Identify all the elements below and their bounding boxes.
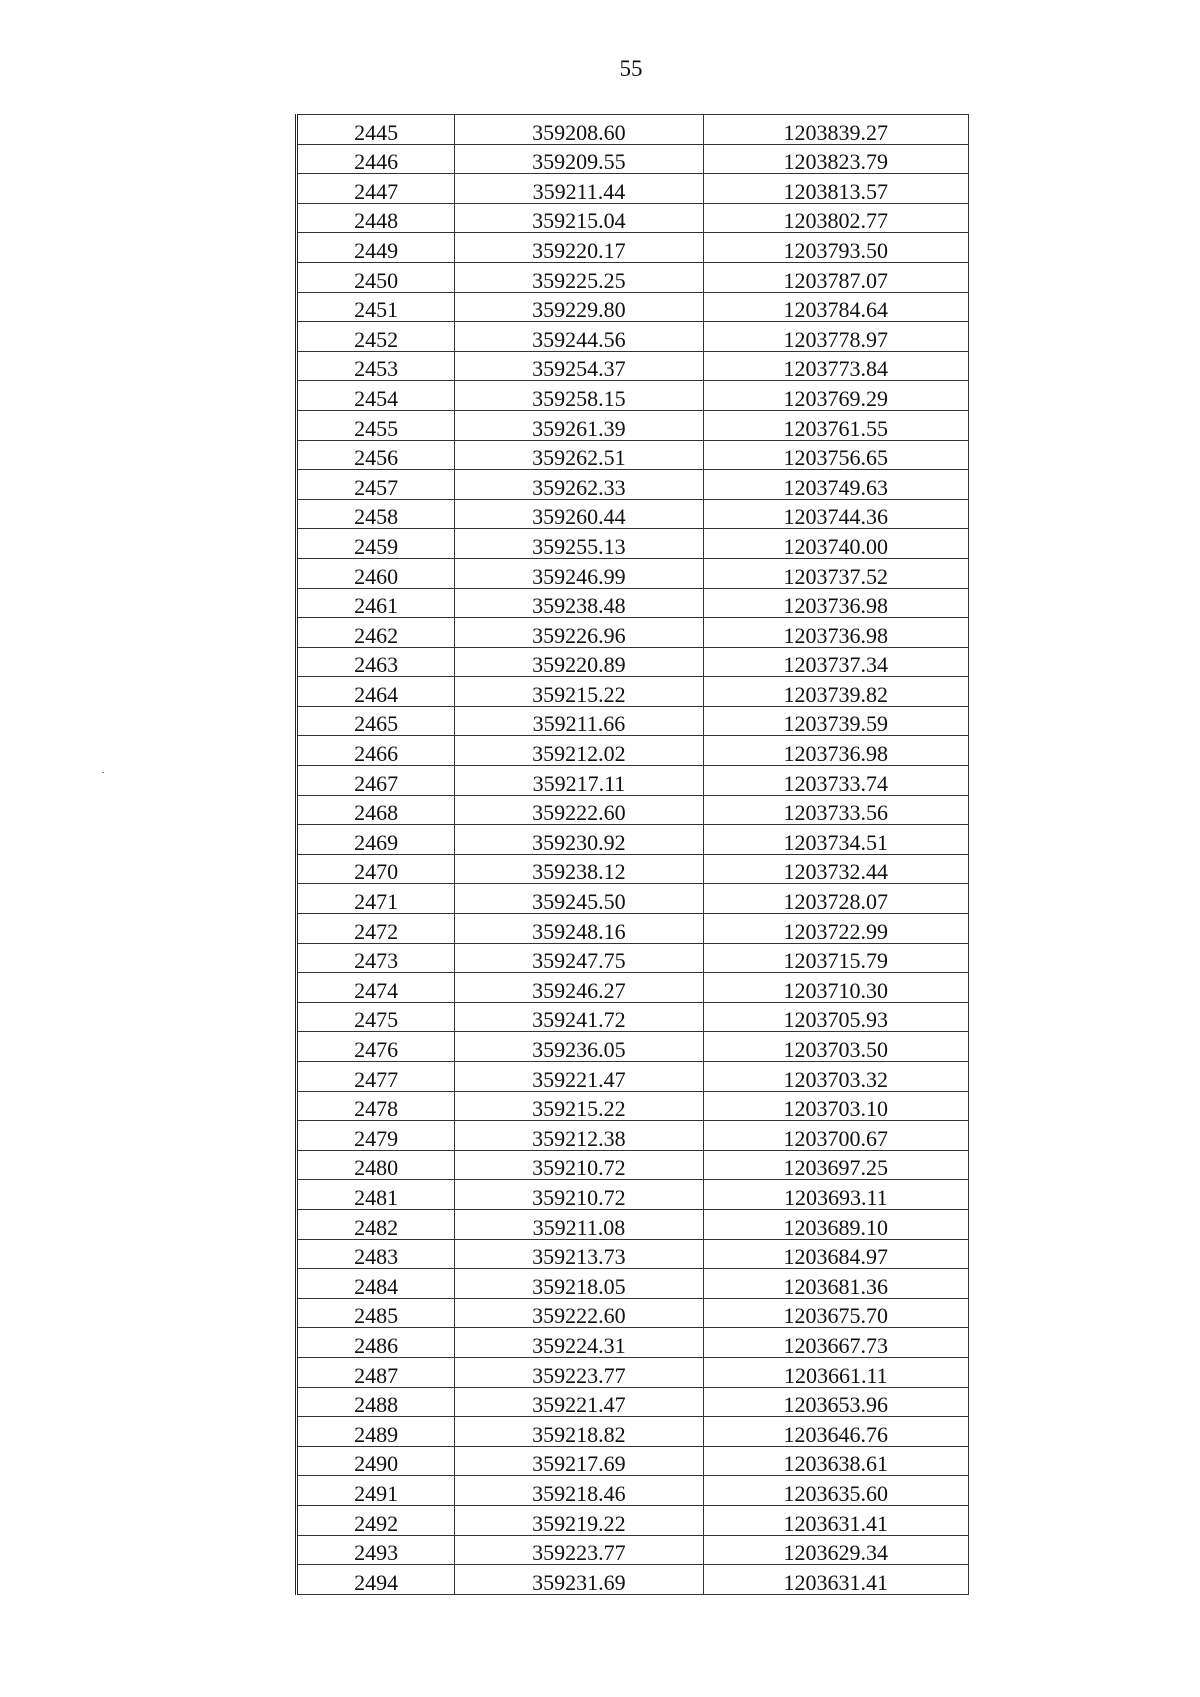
table-row	[297, 1505, 969, 1535]
y-coordinate-cell: 1203793.50	[703, 233, 968, 263]
table-row	[297, 1062, 969, 1092]
table-row	[297, 1417, 969, 1447]
point-number-cell: 2491	[297, 1476, 455, 1506]
point-number-cell: 2483	[297, 1239, 455, 1269]
table-row	[297, 943, 969, 973]
y-coordinate-cell: 1203823.79	[703, 144, 968, 174]
y-coordinate-cell: 1203773.84	[703, 351, 968, 381]
x-coordinate-cell: 359210.72	[455, 1180, 703, 1210]
y-coordinate-cell: 1203739.82	[703, 677, 968, 707]
x-coordinate-cell: 359226.96	[455, 618, 703, 648]
point-number-cell: 2470	[297, 854, 455, 884]
table-row	[297, 854, 969, 884]
point-number-cell: 2455	[297, 410, 455, 440]
y-coordinate-cell: 1203736.98	[703, 736, 968, 766]
table-row	[297, 1328, 969, 1358]
y-coordinate-cell: 1203653.96	[703, 1387, 968, 1417]
x-coordinate-cell: 359245.50	[455, 884, 703, 914]
y-coordinate-cell: 1203787.07	[703, 262, 968, 292]
point-number-cell: 2490	[297, 1446, 455, 1476]
x-coordinate-cell: 359217.11	[455, 766, 703, 796]
point-number-cell: 2474	[297, 973, 455, 1003]
x-coordinate-cell: 359225.25	[455, 262, 703, 292]
table-row	[297, 884, 969, 914]
x-coordinate-cell: 359210.72	[455, 1150, 703, 1180]
point-number-cell: 2450	[297, 262, 455, 292]
table-row	[297, 499, 969, 529]
y-coordinate-cell: 1203740.00	[703, 529, 968, 559]
point-number-cell: 2462	[297, 618, 455, 648]
x-coordinate-cell: 359218.82	[455, 1417, 703, 1447]
x-coordinate-cell: 359229.80	[455, 292, 703, 322]
table-row	[297, 292, 969, 322]
table-row	[297, 115, 969, 145]
x-coordinate-cell: 359221.47	[455, 1062, 703, 1092]
y-coordinate-cell: 1203715.79	[703, 943, 968, 973]
y-coordinate-cell: 1203736.98	[703, 618, 968, 648]
point-number-cell: 2445	[297, 115, 455, 145]
y-coordinate-cell: 1203744.36	[703, 499, 968, 529]
point-number-cell: 2460	[297, 558, 455, 588]
point-number-cell: 2473	[297, 943, 455, 973]
point-number-cell: 2485	[297, 1298, 455, 1328]
point-number-cell: 2448	[297, 203, 455, 233]
point-number-cell: 2468	[297, 795, 455, 825]
point-number-cell: 2464	[297, 677, 455, 707]
point-number-cell: 2475	[297, 1002, 455, 1032]
x-coordinate-cell: 359262.51	[455, 440, 703, 470]
point-number-cell: 2459	[297, 529, 455, 559]
y-coordinate-cell: 1203693.11	[703, 1180, 968, 1210]
point-number-cell: 2458	[297, 499, 455, 529]
x-coordinate-cell: 359262.33	[455, 470, 703, 500]
table-row	[297, 1446, 969, 1476]
x-coordinate-cell: 359258.15	[455, 381, 703, 411]
coordinate-table	[295, 114, 969, 1595]
y-coordinate-cell: 1203631.41	[703, 1565, 968, 1595]
table-row	[297, 588, 969, 618]
y-coordinate-cell: 1203703.10	[703, 1091, 968, 1121]
table-row	[297, 1091, 969, 1121]
y-coordinate-cell: 1203675.70	[703, 1298, 968, 1328]
point-number-cell: 2493	[297, 1535, 455, 1565]
y-coordinate-cell: 1203736.98	[703, 588, 968, 618]
table-row	[297, 203, 969, 233]
table-row	[297, 351, 969, 381]
y-coordinate-cell: 1203635.60	[703, 1476, 968, 1506]
x-coordinate-cell: 359248.16	[455, 914, 703, 944]
point-number-cell: 2476	[297, 1032, 455, 1062]
y-coordinate-cell: 1203733.74	[703, 766, 968, 796]
table-row	[297, 795, 969, 825]
x-coordinate-cell: 359230.92	[455, 825, 703, 855]
point-number-cell: 2481	[297, 1180, 455, 1210]
y-coordinate-cell: 1203839.27	[703, 115, 968, 145]
table-row	[297, 144, 969, 174]
y-coordinate-cell: 1203722.99	[703, 914, 968, 944]
x-coordinate-cell: 359220.89	[455, 647, 703, 677]
x-coordinate-cell: 359222.60	[455, 1298, 703, 1328]
x-coordinate-cell: 359246.27	[455, 973, 703, 1003]
point-number-cell: 2457	[297, 470, 455, 500]
y-coordinate-cell: 1203705.93	[703, 1002, 968, 1032]
x-coordinate-cell: 359211.08	[455, 1209, 703, 1239]
table-row	[297, 736, 969, 766]
point-number-cell: 2449	[297, 233, 455, 263]
y-coordinate-cell: 1203802.77	[703, 203, 968, 233]
table-row	[297, 973, 969, 1003]
point-number-cell: 2469	[297, 825, 455, 855]
point-number-cell: 2479	[297, 1121, 455, 1151]
table-row	[297, 647, 969, 677]
coordinate-table-body	[297, 115, 969, 1595]
point-number-cell: 2486	[297, 1328, 455, 1358]
point-number-cell: 2492	[297, 1505, 455, 1535]
y-coordinate-cell: 1203646.76	[703, 1417, 968, 1447]
y-coordinate-cell: 1203737.34	[703, 647, 968, 677]
point-number-cell: 2454	[297, 381, 455, 411]
x-coordinate-cell: 359241.72	[455, 1002, 703, 1032]
point-number-cell: 2463	[297, 647, 455, 677]
y-coordinate-cell: 1203749.63	[703, 470, 968, 500]
table-row	[297, 233, 969, 263]
point-number-cell: 2478	[297, 1091, 455, 1121]
table-row	[297, 1357, 969, 1387]
point-number-cell: 2489	[297, 1417, 455, 1447]
y-coordinate-cell: 1203813.57	[703, 174, 968, 204]
y-coordinate-cell: 1203778.97	[703, 322, 968, 352]
x-coordinate-cell: 359208.60	[455, 115, 703, 145]
x-coordinate-cell: 359222.60	[455, 795, 703, 825]
table-row	[297, 410, 969, 440]
x-coordinate-cell: 359246.99	[455, 558, 703, 588]
y-coordinate-cell: 1203703.32	[703, 1062, 968, 1092]
x-coordinate-cell: 359223.77	[455, 1357, 703, 1387]
point-number-cell: 2477	[297, 1062, 455, 1092]
point-number-cell: 2472	[297, 914, 455, 944]
point-number-cell: 2453	[297, 351, 455, 381]
x-coordinate-cell: 359231.69	[455, 1565, 703, 1595]
x-coordinate-cell: 359261.39	[455, 410, 703, 440]
table-row	[297, 1239, 969, 1269]
table-row	[297, 1535, 969, 1565]
table-row	[297, 322, 969, 352]
x-coordinate-cell: 359212.38	[455, 1121, 703, 1151]
x-coordinate-cell: 359211.44	[455, 174, 703, 204]
table-row	[297, 706, 969, 736]
y-coordinate-cell: 1203667.73	[703, 1328, 968, 1358]
point-number-cell: 2488	[297, 1387, 455, 1417]
table-row	[297, 558, 969, 588]
x-coordinate-cell: 359224.31	[455, 1328, 703, 1358]
y-coordinate-cell: 1203681.36	[703, 1269, 968, 1299]
table-row	[297, 381, 969, 411]
point-number-cell: 2465	[297, 706, 455, 736]
x-coordinate-cell: 359260.44	[455, 499, 703, 529]
x-coordinate-cell: 359218.05	[455, 1269, 703, 1299]
table-row	[297, 1387, 969, 1417]
x-coordinate-cell: 359212.02	[455, 736, 703, 766]
table-row	[297, 1209, 969, 1239]
x-coordinate-cell: 359215.04	[455, 203, 703, 233]
x-coordinate-cell: 359221.47	[455, 1387, 703, 1417]
point-number-cell: 2461	[297, 588, 455, 618]
page-number: 55	[619, 56, 643, 81]
y-coordinate-cell: 1203728.07	[703, 884, 968, 914]
point-number-cell: 2456	[297, 440, 455, 470]
point-number-cell: 2451	[297, 292, 455, 322]
x-coordinate-cell: 359255.13	[455, 529, 703, 559]
point-number-cell: 2494	[297, 1565, 455, 1595]
table-row	[297, 766, 969, 796]
y-coordinate-cell: 1203739.59	[703, 706, 968, 736]
table-row	[297, 1002, 969, 1032]
table-row	[297, 1180, 969, 1210]
x-coordinate-cell: 359215.22	[455, 677, 703, 707]
table-row	[297, 262, 969, 292]
x-coordinate-cell: 359254.37	[455, 351, 703, 381]
point-number-cell: 2471	[297, 884, 455, 914]
table-row	[297, 1121, 969, 1151]
y-coordinate-cell: 1203661.11	[703, 1357, 968, 1387]
y-coordinate-cell: 1203769.29	[703, 381, 968, 411]
x-coordinate-cell: 359218.46	[455, 1476, 703, 1506]
y-coordinate-cell: 1203756.65	[703, 440, 968, 470]
point-number-cell: 2482	[297, 1209, 455, 1239]
table-row	[297, 1476, 969, 1506]
y-coordinate-cell: 1203710.30	[703, 973, 968, 1003]
table-row	[297, 677, 969, 707]
point-number-cell: 2480	[297, 1150, 455, 1180]
table-row	[297, 914, 969, 944]
x-coordinate-cell: 359219.22	[455, 1505, 703, 1535]
x-coordinate-cell: 359236.05	[455, 1032, 703, 1062]
y-coordinate-cell: 1203733.56	[703, 795, 968, 825]
table-row	[297, 618, 969, 648]
y-coordinate-cell: 1203697.25	[703, 1150, 968, 1180]
x-coordinate-cell: 359223.77	[455, 1535, 703, 1565]
table-row	[297, 174, 969, 204]
table-row	[297, 1150, 969, 1180]
table-row	[297, 1565, 969, 1595]
table-row	[297, 1269, 969, 1299]
table-row	[297, 1032, 969, 1062]
y-coordinate-cell: 1203703.50	[703, 1032, 968, 1062]
point-number-cell: 2484	[297, 1269, 455, 1299]
x-coordinate-cell: 359244.56	[455, 322, 703, 352]
point-number-cell: 2487	[297, 1357, 455, 1387]
y-coordinate-cell: 1203638.61	[703, 1446, 968, 1476]
y-coordinate-cell: 1203631.41	[703, 1505, 968, 1535]
y-coordinate-cell: 1203700.67	[703, 1121, 968, 1151]
x-coordinate-cell: 359247.75	[455, 943, 703, 973]
point-number-cell: 2466	[297, 736, 455, 766]
table-row	[297, 529, 969, 559]
scan-speck	[102, 772, 104, 773]
y-coordinate-cell: 1203684.97	[703, 1239, 968, 1269]
table-row	[297, 825, 969, 855]
x-coordinate-cell: 359211.66	[455, 706, 703, 736]
point-number-cell: 2446	[297, 144, 455, 174]
y-coordinate-cell: 1203732.44	[703, 854, 968, 884]
y-coordinate-cell: 1203784.64	[703, 292, 968, 322]
x-coordinate-cell: 359238.48	[455, 588, 703, 618]
table-row	[297, 470, 969, 500]
y-coordinate-cell: 1203761.55	[703, 410, 968, 440]
y-coordinate-cell: 1203734.51	[703, 825, 968, 855]
point-number-cell: 2447	[297, 174, 455, 204]
point-number-cell: 2467	[297, 766, 455, 796]
y-coordinate-cell: 1203629.34	[703, 1535, 968, 1565]
y-coordinate-cell: 1203689.10	[703, 1209, 968, 1239]
x-coordinate-cell: 359217.69	[455, 1446, 703, 1476]
y-coordinate-cell: 1203737.52	[703, 558, 968, 588]
point-number-cell: 2452	[297, 322, 455, 352]
x-coordinate-cell: 359209.55	[455, 144, 703, 174]
x-coordinate-cell: 359213.73	[455, 1239, 703, 1269]
table-row	[297, 1298, 969, 1328]
x-coordinate-cell: 359215.22	[455, 1091, 703, 1121]
x-coordinate-cell: 359220.17	[455, 233, 703, 263]
x-coordinate-cell: 359238.12	[455, 854, 703, 884]
table-row	[297, 440, 969, 470]
